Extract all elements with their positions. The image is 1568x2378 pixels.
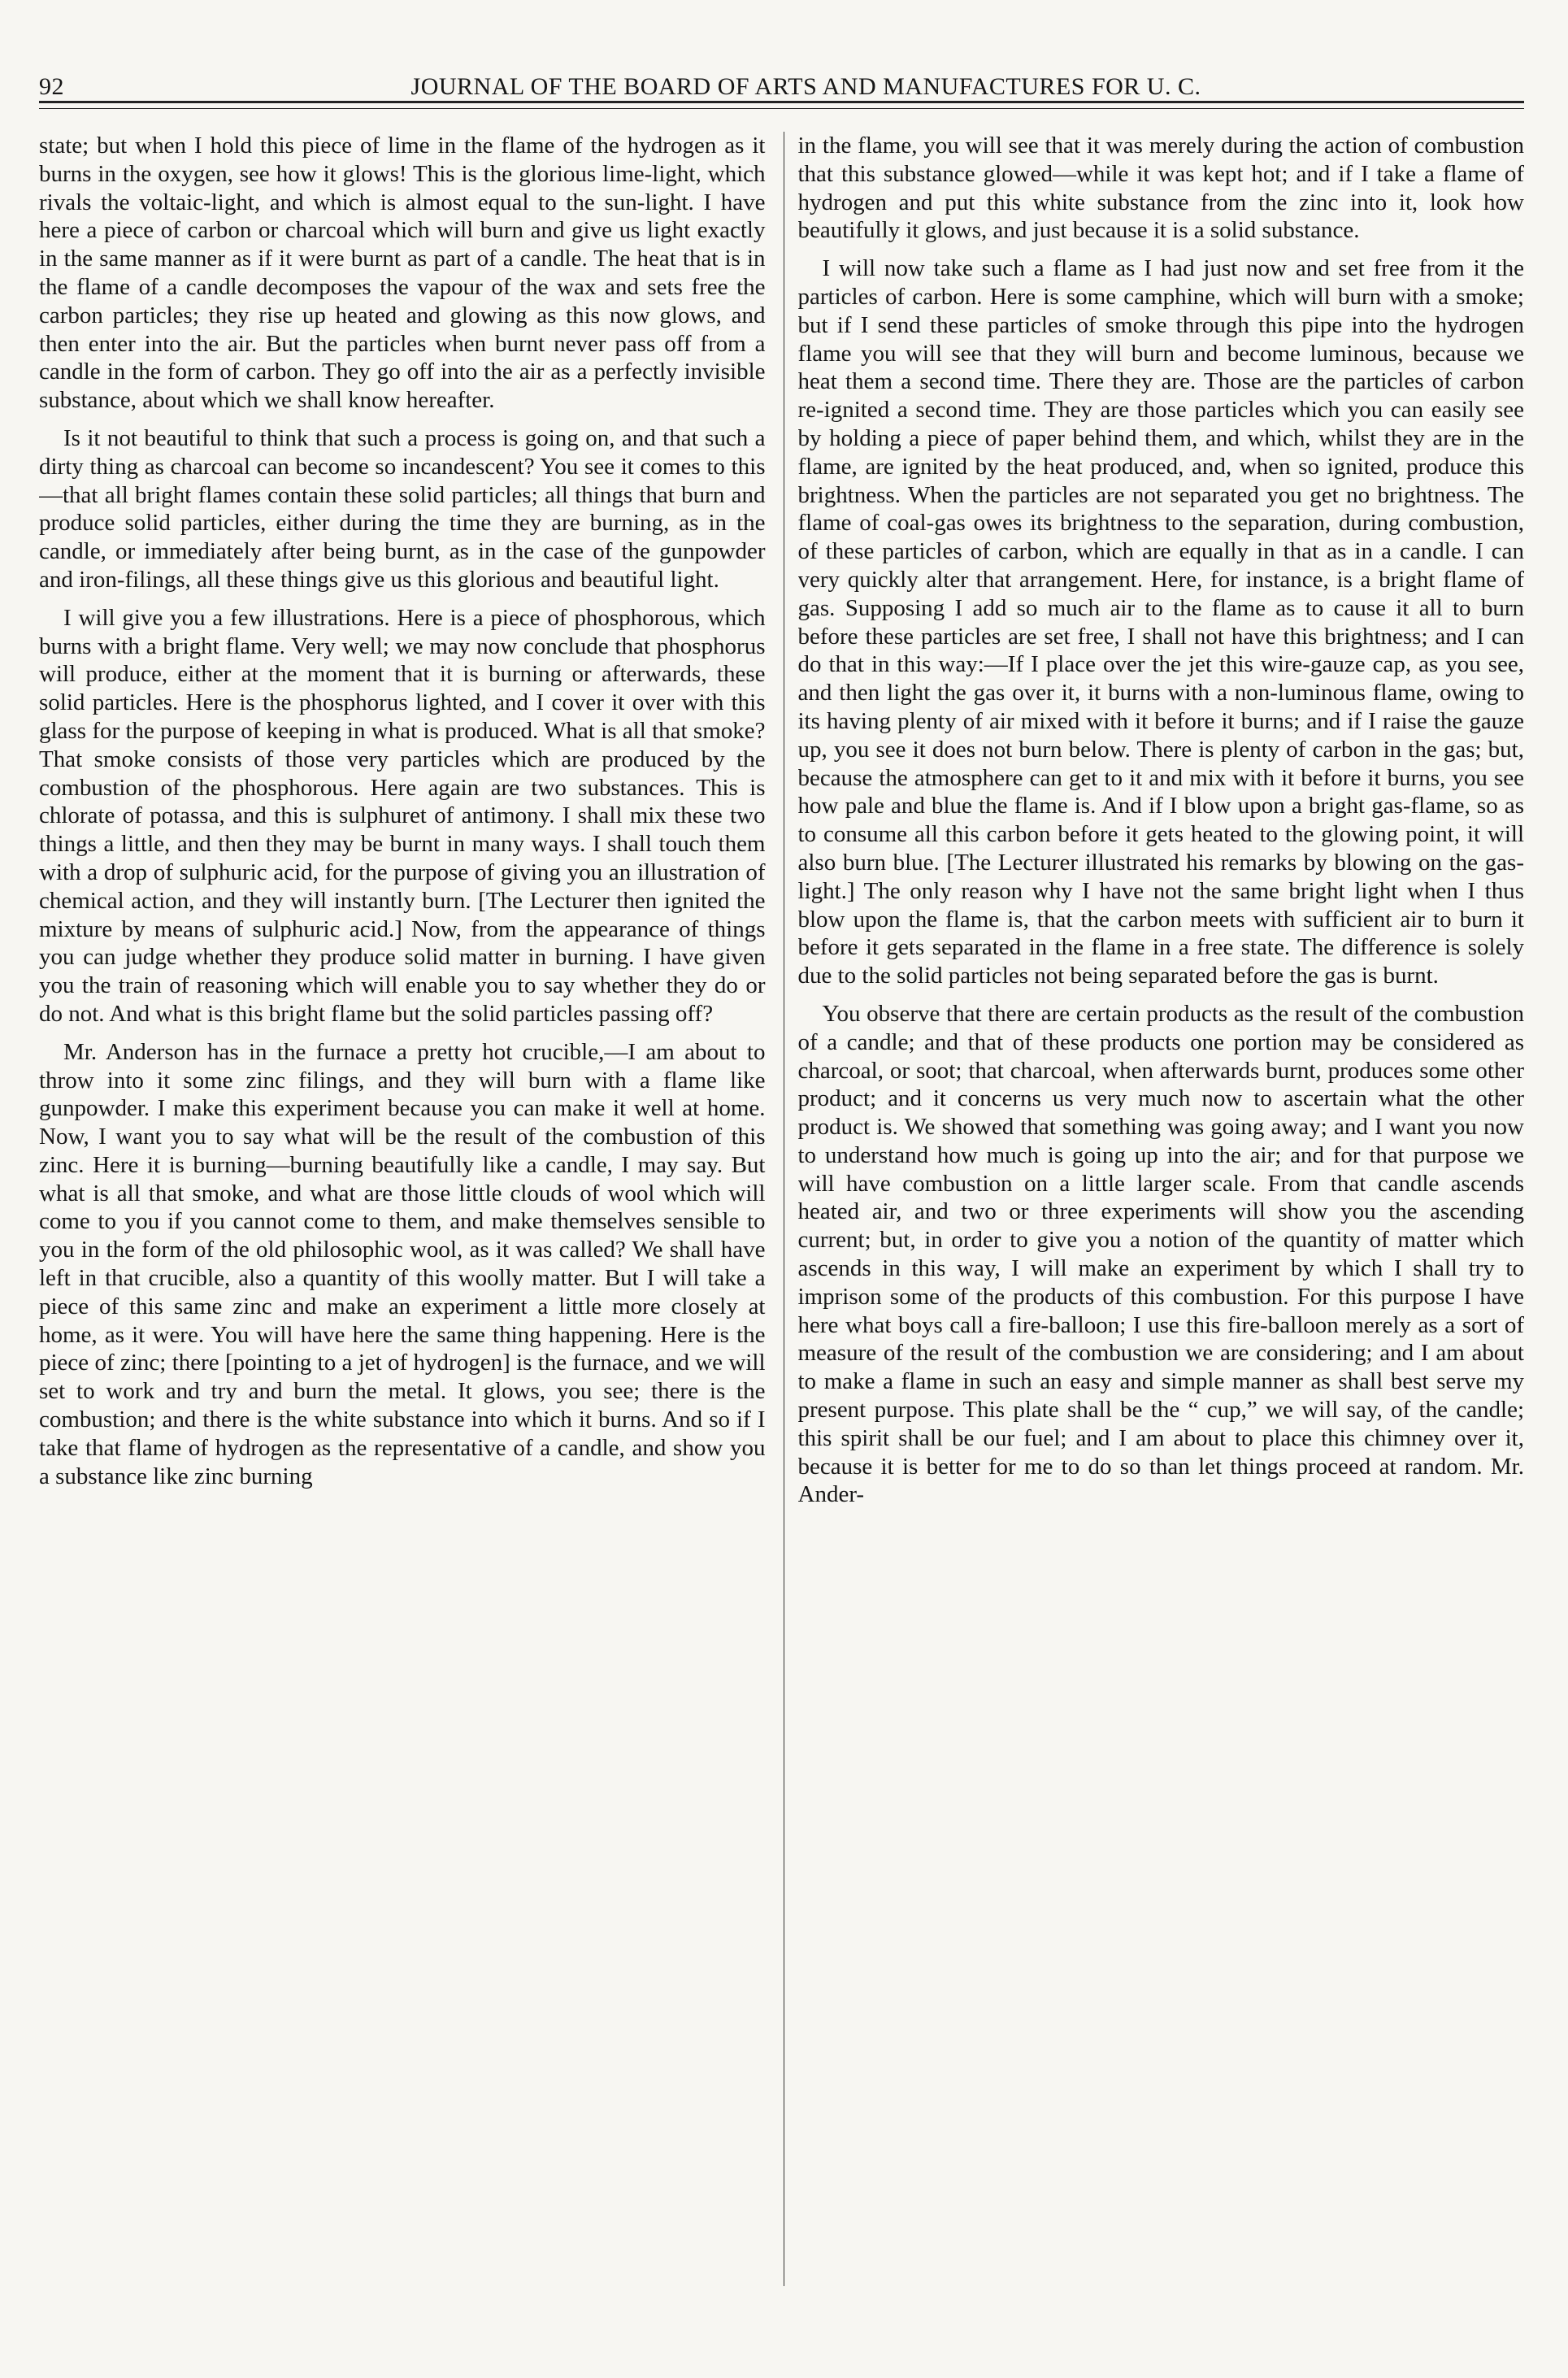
right-column	[798, 132, 1525, 2286]
paragraph: I will give you a few illustrations. Here is a piece of phosphorous, which burns with a bright flame. Very well; we may now conclude that phosphorus will produce, either at the moment that it is burning or afterwards, these solid particles. Here is the phosphorus lighted, and I cover it over with this glass for the purpose of keeping in what is produced. What is all that smoke? That smoke consists of those very particles which are produced by the combustion of the phosphorous. Here again are two substances. This is chlorate of potassa, and this is sulphuret of antimony. I shall mix these two things a little, and then they may be burnt in many ways. I shall touch them with a drop of sulphuric acid, for the purpose of giving you an illustration of chemical action, and they will instantly burn. [The Lecturer then ignited the mixture by means of sulphuric acid.] Now, from the appearance of things you can judge whether they produce solid matter in burning. I have given you the train of reasoning which will enable you to say whether they do or do not. And what is this bright flame but the solid particles passing off?	[39, 604, 766, 1027]
paragraph: You observe that there are certain products as the result of the combustion of a candle; and that of these products one portion may be considered as charcoal, or soot; that charcoal, when afterwards burnt, produces some other product; and it concerns us very much now to ascertain what the other product is. We showed that something was going away; and I want you now to understand how much is going up into the air; and for that purpose we will have combustion on a little larger scale. From that candle ascends heated air, and two or three experiments will show you the ascending current; but, in order to give you a notion of the quantity of matter which ascends in this way, I will make an experiment by which I shall try to imprison some of the products of this combustion. For this purpose I have here what boys call a fire-balloon; I use this fire-balloon merely as a sort of measure of the result of the combustion we are considering; and I am about to make a flame in such an easy and simple manner as shall best serve my present purpose. This plate shall be the “ cup,” we will say, of the candle; this spirit shall be our fuel; and I am about to place this chimney over it, because it is better for me to do so than let things proceed at random. Mr. Ander-	[797, 1000, 1524, 1508]
left-column	[39, 132, 766, 2286]
running-title: JOURNAL OF THE BOARD OF ARTS AND MANUFACTURES FOR U. C.	[410, 73, 1201, 100]
paragraph: I will now take such a flame as I had just now and set free from it the particles of carbon. Here is some camphine, which will burn with a smoke; but if I send these particles of smoke through this pipe into the hydrogen flame you will see that they will burn and become luminous, because we heat them a second time. There they are. Those are the particles of carbon re-ignited a second time. They are those particles which you can easily see by holding a piece of paper behind them, and which, whilst they are in the flame, are ignited by the heat produced, and, when so ignited, produce this brightness. When the particles are not separated you get no brightness. The flame of coal-gas owes its brightness to the separation, during combustion, of these particles of carbon, which are equally in that as in a candle. I can very quickly alter that arrangement. Here, for instance, is a bright flame of gas. Supposing I add so much air to the flame as to cause it all to burn before these particles are set free, I shall not have this brightness; and I can do that in this way:—If I place over the jet this wire-gauze cap, as you see, and then light the gas over it, it burns with a non-luminous flame, owing to its having plenty of air mixed with it before it burns; and if I raise the gauze up, you see it does not burn below. There is plenty of carbon in the gas; but, because the atmosphere can get to it and mix with it before it burns, you see how pale and blue the flame is. And if I blow upon a bright gas-flame, so as to consume all this carbon before it gets heated to the glowing point, it will also burn blue. [The Lecturer illustrated his remarks by blowing on the gas-light.] The only reason why I have not the same bright light when I thus blow upon the flame is, that the carbon meets with sufficient air to burn it before it gets separated in the flame in a free state. The difference is solely due to the solid particles not being separated before the gas is burnt.	[797, 255, 1524, 989]
paragraph: Mr. Anderson has in the furnace a pretty hot crucible,—I am about to throw into it some zinc filings, and they will burn with a flame like gunpowder. I make this experiment because you can make it well at home. Now, I want you to say what will be the result of the combustion of this zinc. Here it is burning—burning beautifully like a candle, I may say. But what is all that smoke, and what are those little clouds of wool which will come to you if you cannot come to them, and make themselves sensible to you in the form of the old philosophic wool, as it was called? We shall have left in that crucible, also a quantity of this woolly matter. But I will take a piece of this same zinc and make an experiment a little more closely at home, as it were. You will have here the same thing happening. Here is the piece of zinc; there [pointing to a jet of hydrogen] is the furnace, and we will set to work and try and burn the metal. It glows, you see; there is the combustion; and there is the white substance into which it burns. And so if I take that flame of hydrogen as the representative of a candle, and show you a substance like zinc burning	[39, 1038, 766, 1489]
paragraph: state; but when I hold this piece of lime in the flame of the hydrogen as it burns in the oxygen, see how it glows! This is the glorious lime-light, which rivals the voltaic-light, and which is almost equal to the sun-light. I have here a piece of carbon or charcoal which will burn and give us light exactly in the same manner as if it were burnt as part of a candle. The heat that is in the flame of a candle decomposes the vapour of the wax and sets free the carbon particles; they rise up heated and glowing as this now glows, and then enter into the air. But the particles when burnt never pass off from a candle in the form of carbon. They go off into the air as a perfectly invisible substance, about which we shall know hereafter.	[39, 133, 766, 414]
page-header	[39, 59, 1524, 107]
header-rule	[39, 101, 1524, 109]
paragraph: Is it not beautiful to think that such a process is going on, and that such a dirty thing as charcoal can become so incandescent? You see it comes to this—that all bright flames contain these solid particles; all things that burn and produce solid particles, either during the time they are burning, as in the candle, or immediately after being burnt, as in the case of the gunpowder and iron-filings, all these things give us this glorious and beautiful light.	[39, 424, 766, 593]
text-columns	[39, 132, 1524, 2286]
paragraph: in the flame, you will see that it was merely during the action of combustion that this substance glowed—while it was kept hot; and if I take a flame of hydrogen and put this white substance from the zinc into it, look how beautifully it glows, and just because it is a solid substance.	[797, 133, 1524, 244]
page-number: 92	[39, 73, 64, 100]
